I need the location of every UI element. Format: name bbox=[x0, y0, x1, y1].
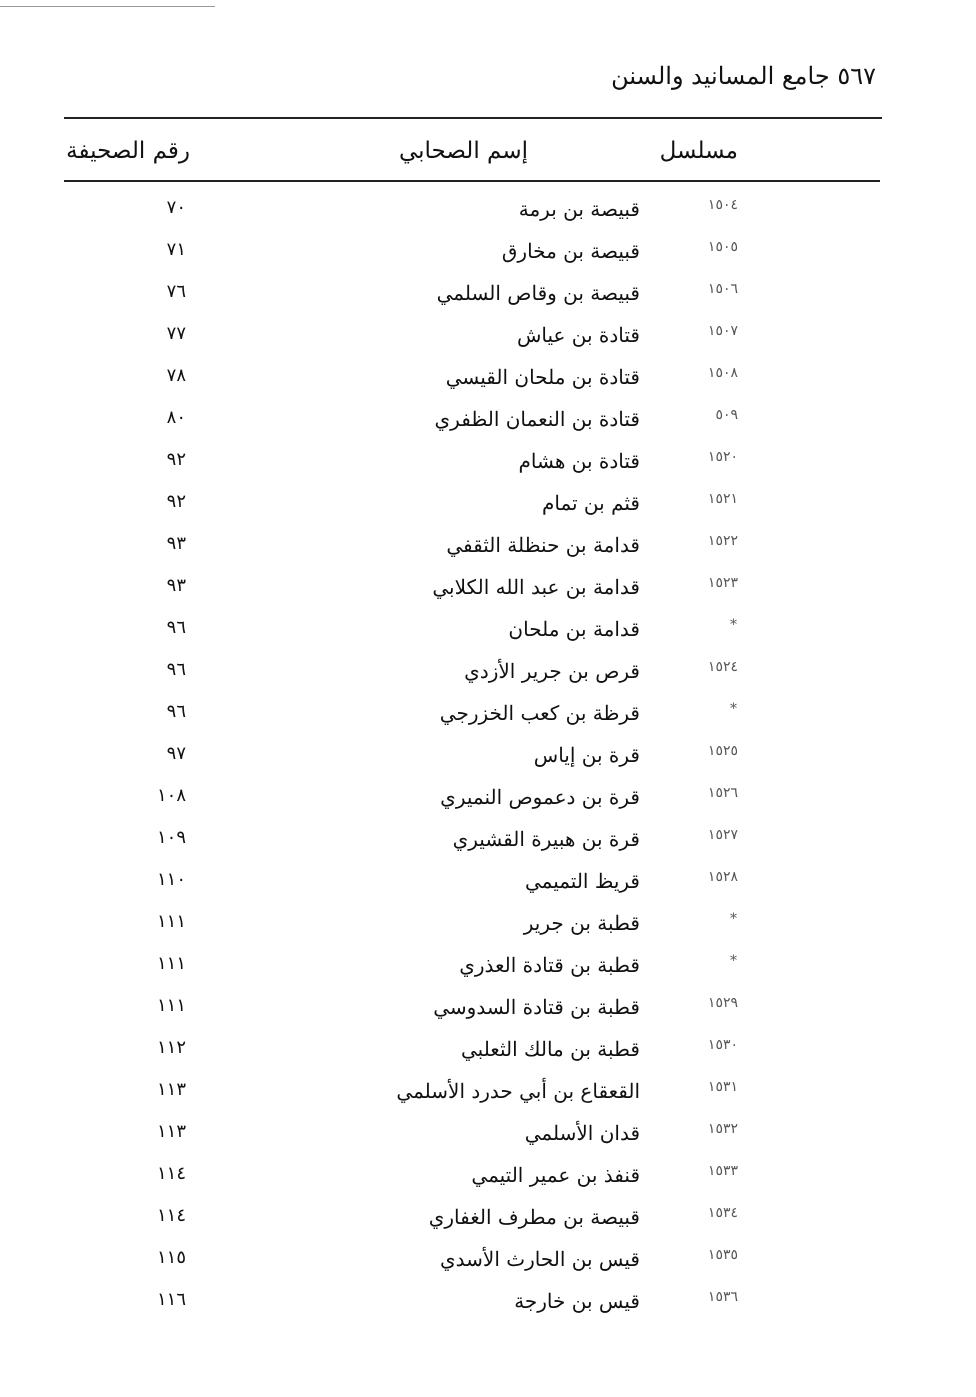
table-row bbox=[0, 1071, 976, 1113]
companion-name-cell: قريظ التميمي bbox=[524, 869, 640, 893]
page-number-cell: ١٠٩ bbox=[156, 827, 186, 848]
page-number-cell: ٩٦ bbox=[166, 659, 186, 680]
page-number-cell: ١١٣ bbox=[156, 1121, 186, 1142]
table-row bbox=[0, 1155, 976, 1197]
serial-cell: * bbox=[730, 617, 738, 633]
table-row bbox=[0, 189, 976, 231]
page-number-cell: ٩٢ bbox=[166, 491, 186, 512]
serial-cell: ١٥٠٧ bbox=[707, 323, 738, 339]
serial-cell: ١٥٣٣ bbox=[707, 1163, 738, 1179]
page-number-cell: ٧٨ bbox=[166, 365, 186, 386]
page-number-cell: ٩٦ bbox=[166, 701, 186, 722]
table-row bbox=[0, 735, 976, 777]
page-number-cell: ١٠٨ bbox=[156, 785, 186, 806]
serial-cell: ١٥٢٦ bbox=[707, 785, 738, 801]
scan-edge-line bbox=[0, 6, 215, 7]
page-number-cell: ٩٣ bbox=[166, 575, 186, 596]
serial-cell: ١٥٢٨ bbox=[707, 869, 738, 885]
companion-name-cell: قثم بن تمام bbox=[541, 491, 640, 515]
companion-name-cell: قدامة بن حنظلة الثقفي bbox=[446, 533, 640, 557]
page-number-cell: ٧١ bbox=[166, 239, 186, 260]
serial-cell: ١٥٣١ bbox=[707, 1079, 738, 1095]
serial-cell: ١٥٢٢ bbox=[707, 533, 738, 549]
companion-name-cell: قنفذ بن عمير التيمي bbox=[471, 1163, 640, 1187]
companion-name-cell: قطبة بن قتادة العذري bbox=[459, 953, 640, 977]
column-headers bbox=[0, 138, 976, 178]
table-row bbox=[0, 1113, 976, 1155]
table-row bbox=[0, 231, 976, 273]
table-row bbox=[0, 315, 976, 357]
companion-name-cell: قرة بن إياس bbox=[533, 743, 640, 767]
companion-name-cell: قبيصة بن برمة bbox=[518, 197, 640, 221]
serial-cell: ١٥٣٥ bbox=[707, 1247, 738, 1263]
page-number-cell: ٨٠ bbox=[166, 407, 186, 428]
companion-name-cell: قرة بن هبيرة القشيري bbox=[452, 827, 640, 851]
companion-name-cell: قبيصة بن وقاص السلمي bbox=[436, 281, 640, 305]
companion-name-cell: قرص بن جرير الأزدي bbox=[464, 659, 640, 683]
companion-name-cell: قتادة بن ملحان القيسي bbox=[445, 365, 640, 389]
page-number-cell: ٧٠ bbox=[166, 197, 186, 218]
table-row bbox=[0, 693, 976, 735]
table-row bbox=[0, 1239, 976, 1281]
serial-cell: ١٥٠٨ bbox=[707, 365, 738, 381]
companion-name-cell: قبيصة بن مخارق bbox=[501, 239, 640, 263]
table-row bbox=[0, 1197, 976, 1239]
page-number-cell: ١١٣ bbox=[156, 1079, 186, 1100]
serial-cell: ١٥٢٠ bbox=[707, 449, 738, 465]
serial-column-header: مسلسل bbox=[659, 138, 738, 164]
page-number-cell: ٧٦ bbox=[166, 281, 186, 302]
companion-name-cell: قطبة بن جرير bbox=[523, 911, 640, 935]
companion-name-cell: قيس بن خارجة bbox=[514, 1289, 640, 1313]
page-title: ٥٦٧ جامع المسانيد والسنن bbox=[611, 62, 876, 90]
table-row bbox=[0, 903, 976, 945]
page-number-cell: ٩٣ bbox=[166, 533, 186, 554]
page-number-cell: ١١١ bbox=[156, 995, 186, 1016]
table-row bbox=[0, 483, 976, 525]
serial-cell: ١٥٠٤ bbox=[707, 197, 738, 213]
index-table bbox=[0, 189, 976, 1323]
serial-cell: ١٥٢٧ bbox=[707, 827, 738, 843]
page-number-cell: ١١٦ bbox=[156, 1289, 186, 1310]
serial-cell: ١٥٢٤ bbox=[707, 659, 738, 675]
serial-cell: ١٥٣٠ bbox=[707, 1037, 738, 1053]
table-row bbox=[0, 777, 976, 819]
table-row bbox=[0, 819, 976, 861]
companion-name-cell: قدامة بن ملحان bbox=[508, 617, 640, 641]
serial-cell: * bbox=[730, 953, 738, 969]
companion-name-cell: قبيصة بن مطرف الغفاري bbox=[428, 1205, 640, 1229]
serial-cell: ١٥٢٥ bbox=[707, 743, 738, 759]
serial-cell: ١٥٢٩ bbox=[707, 995, 738, 1011]
companion-name-cell: قتادة بن عياش bbox=[516, 323, 640, 347]
serial-cell: ١٥٣٤ bbox=[707, 1205, 738, 1221]
name-column-header: إسم الصحابي bbox=[398, 138, 528, 164]
companion-name-cell: قرظة بن كعب الخزرجي bbox=[439, 701, 640, 725]
table-row bbox=[0, 441, 976, 483]
table-row bbox=[0, 273, 976, 315]
page-header bbox=[0, 60, 976, 100]
serial-cell: ١٥٣٢ bbox=[707, 1121, 738, 1137]
table-row bbox=[0, 399, 976, 441]
page-number-cell: ١١١ bbox=[156, 953, 186, 974]
companion-name-cell: القعقاع بن أبي حدرد الأسلمي bbox=[396, 1079, 640, 1103]
serial-cell: ١٥٢١ bbox=[707, 491, 738, 507]
companion-name-cell: قطبة بن مالك الثعلبي bbox=[460, 1037, 640, 1061]
page-number-cell: ٧٧ bbox=[166, 323, 186, 344]
table-row bbox=[0, 945, 976, 987]
page-number-cell: ٩٧ bbox=[166, 743, 186, 764]
page-number-cell: ١١٠ bbox=[156, 869, 186, 890]
page-number-cell: ٩٦ bbox=[166, 617, 186, 638]
table-row bbox=[0, 357, 976, 399]
page-number-cell: ١١٥ bbox=[156, 1247, 186, 1268]
column-header-rule bbox=[64, 180, 880, 182]
header-rule bbox=[64, 117, 882, 119]
serial-cell: * bbox=[730, 911, 738, 927]
serial-cell: ١٥٣٦ bbox=[707, 1289, 738, 1305]
table-row bbox=[0, 609, 976, 651]
companion-name-cell: قيس بن الحارث الأسدي bbox=[440, 1247, 640, 1271]
serial-cell: ٥٠٩ bbox=[715, 407, 738, 423]
companion-name-cell: قطبة بن قتادة السدوسي bbox=[433, 995, 640, 1019]
serial-cell: ١٥٢٣ bbox=[707, 575, 738, 591]
page-number-cell: ١١٤ bbox=[156, 1205, 186, 1226]
table-row bbox=[0, 1281, 976, 1323]
serial-cell: * bbox=[730, 701, 738, 717]
companion-name-cell: قتادة بن هشام bbox=[518, 449, 640, 473]
table-row bbox=[0, 861, 976, 903]
page-number-cell: ٩٢ bbox=[166, 449, 186, 470]
serial-cell: ١٥٠٦ bbox=[707, 281, 738, 297]
serial-cell: ١٥٠٥ bbox=[707, 239, 738, 255]
companion-name-cell: قدامة بن عبد الله الكلابي bbox=[432, 575, 640, 599]
table-row bbox=[0, 525, 976, 567]
table-row bbox=[0, 567, 976, 609]
table-row bbox=[0, 651, 976, 693]
companion-name-cell: قرة بن دعموص النميري bbox=[440, 785, 640, 809]
page-number-cell: ١١١ bbox=[156, 911, 186, 932]
table-row bbox=[0, 1029, 976, 1071]
page-number-cell: ١١٢ bbox=[156, 1037, 186, 1058]
page-column-header: رقم الصحيفة bbox=[66, 138, 190, 164]
table-row bbox=[0, 987, 976, 1029]
companion-name-cell: قدان الأسلمي bbox=[524, 1121, 640, 1145]
page-number-cell: ١١٤ bbox=[156, 1163, 186, 1184]
companion-name-cell: قتادة بن النعمان الظفري bbox=[434, 407, 640, 431]
